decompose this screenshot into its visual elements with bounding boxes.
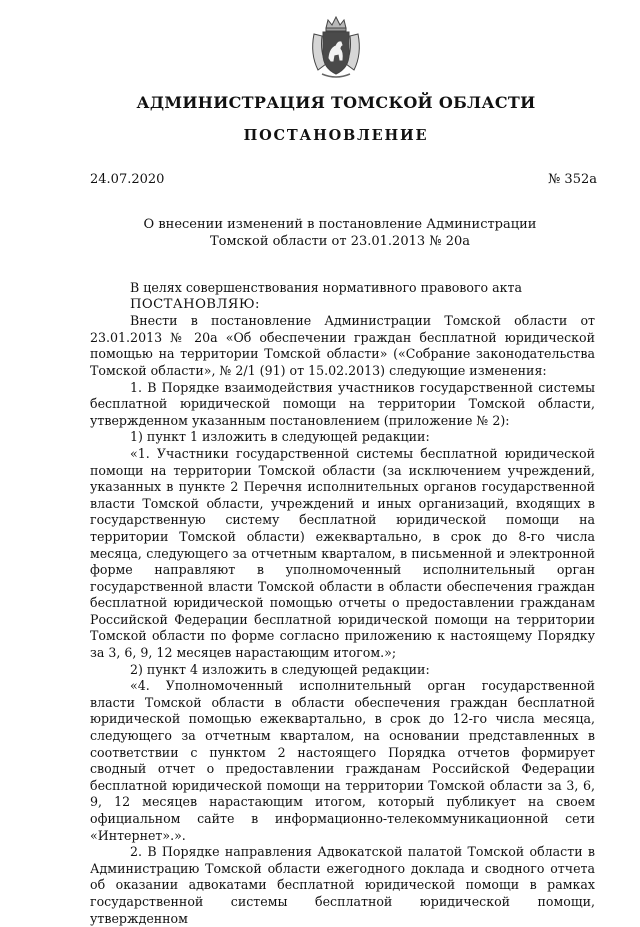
preamble: В целях совершенствования нормативного правового акта bbox=[130, 280, 522, 295]
document-body bbox=[90, 280, 595, 927]
decree-word: ПОСТАНОВЛЯЮ: bbox=[130, 296, 260, 312]
subject-line: О внесении изменений в постановление Администрации bbox=[143, 217, 537, 232]
body-paragraph: 2. В Порядке направления Адвокатской палатой Томской области в Администрацию Томской области ежегодного доклада и сводного отчета об оказании адвокатами бесплатной юридической помощи в рамках государственной системы бесплатной юридической помощи, утвержденном bbox=[90, 844, 595, 926]
body-paragraph: «4. Уполномоченный исполнительный орган государственной власти Томской области в области обеспечения граждан бесплатной юридической помощью ежеквартально, в срок до 12-го числа месяца, следующего за отчетным кварталом, на основании представленных в соответствии с пунктом 2 настоящего Порядка отчетов формирует сводный отчет о предоставлении гражданам Российской Федерации бесплатной юридической помощи на территории Томской области за 3, 6, 9, 12 месяцев нарастающим итогом, который публикует на своем официальном сайте в информационно-телекоммуникационной сети «Интернет».». bbox=[90, 678, 595, 843]
document-type: ПОСТАНОВЛЕНИЕ bbox=[243, 127, 429, 144]
body-paragraph: «1. Участники государственной системы бесплатной юридической помощи на территории Томской области (за исключением учреждений, указанных в пункте 2 Перечня исполнительных органов государственной власти Томской области, учреждений и иных организаций, входящих в государственную систему бесплатной юридической помощи на территории Томской области) ежеквартально, в срок до 8-го числа месяца, следующего за отчетным кварталом, в письменной и электронной форме направляют в уполномоченный исполнительный орган государственной власти Томской области в области обеспечения граждан бесплатной юридической помощью отчеты о предоставлении гражданам Российской Федерации бесплатной юридической помощи на территории Томской области по форме согласно приложению к настоящему Порядку за 3, 6, 9, 12 месяцев нарастающим итогом.»; bbox=[90, 445, 595, 661]
body-paragraph: 2) пункт 4 изложить в следующей редакции: bbox=[130, 661, 430, 677]
document-date: 24.07.2020 bbox=[90, 172, 165, 187]
subject-line: Томской области от 23.01.2013 № 20а bbox=[209, 234, 470, 249]
body-paragraph: Внести в постановление Администрации Томской области от 23.01.2013 № 20а «Об обеспечении граждан бесплатной юридической помощью на территории Томской области» («Собрание законодательства Томской области», № 2/1 (91) от 15.02.2013) следующие изменения: bbox=[90, 313, 595, 378]
organization-title: АДМИНИСТРАЦИЯ ТОМСКОЙ ОБЛАСТИ bbox=[136, 93, 536, 112]
tomsk-oblast-coat-of-arms-icon bbox=[308, 14, 364, 82]
document-number: № 352а bbox=[548, 172, 597, 187]
body-paragraph: 1) пункт 1 изложить в следующей редакции: bbox=[130, 429, 430, 445]
body-paragraph: 1. В Порядке взаимодействия участников государственной системы бесплатной юридической помощи на территории Томской области, утвержденном указанным постановлением (приложение № 2): bbox=[90, 379, 595, 428]
document-subject bbox=[130, 216, 550, 250]
